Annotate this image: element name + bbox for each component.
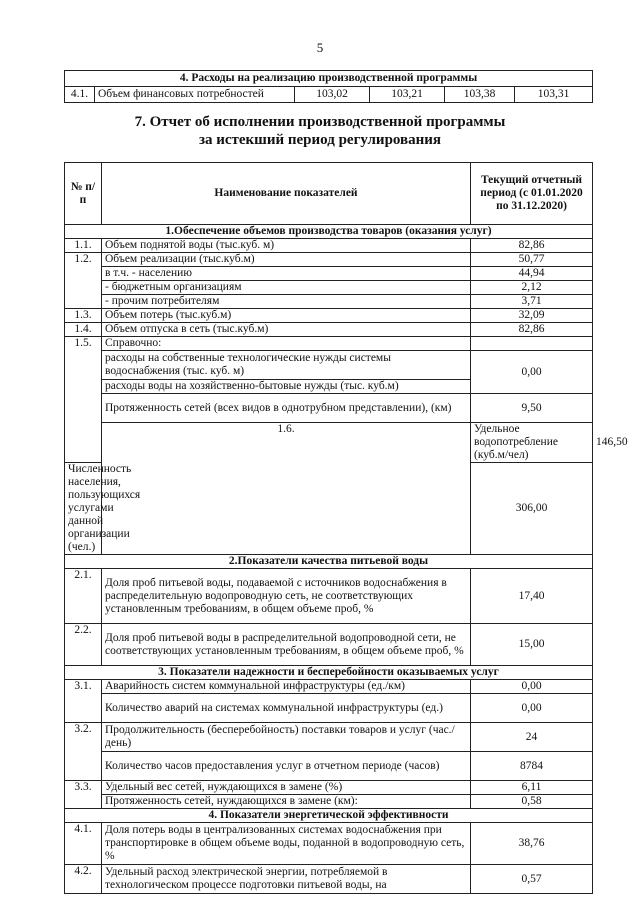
value-cell: 103,38 — [445, 87, 515, 103]
section-row: 3. Показатели надежности и бесперебойности оказываемых услуг — [65, 666, 593, 680]
row-value: 0,58 — [471, 795, 593, 809]
row-index: 4.2. — [65, 865, 102, 894]
row-index: 4.1. — [65, 87, 95, 103]
row-value: 17,40 — [471, 569, 593, 624]
row-value: 82,86 — [471, 239, 593, 253]
row-name: Объем потерь (тыс.куб.м) — [102, 309, 471, 323]
row-value: 3,71 — [471, 295, 593, 309]
value-cell: 103,31 — [515, 87, 593, 103]
row-name: Удельное водопотребление (куб.м/чел) — [471, 423, 593, 463]
row-index: 2.2. — [65, 624, 102, 666]
row-name: Количество аварий на системах коммунальной инфраструктуры (ед.) — [102, 694, 471, 723]
row-name: Протяженность сетей, нуждающихся в замене (км): — [102, 795, 471, 809]
row-name: Удельный вес сетей, нуждающихся в замене (%) — [102, 781, 471, 795]
value-cell: 103,21 — [370, 87, 445, 103]
report-table: № п/п Наименование показателей Текущий отчетный период (с 01.01.2020 по 31.12.2020) 1.Обеспечение объемов производства товаров (оказания услуг) 1.1. Объем поднятой воды (тыс.куб. м) 82,86 1.2. Объем реализации (тыс.куб.м) 50,77 в т.ч. - населению 44,94 - бюджетным организациям 2,12 - прочим потребителям 3,71 1.3. Объем потерь (тыс.куб.м) 32,09 1.4. Объем отпуска в сеть (тыс.куб.м) 82,86 1.5. Справочно: расходы на собственные технологические нужды системы водоснабжения (тыс. куб. м) 0,00 расходы воды на хозяйственно-бытовые нужды (тыс. куб.м) Протяженность сетей (всех видов в однотрубном представлении), (км) 9,50 1.6. Удельное водопотребление (куб.м/чел) 146,50 Численность населения, пользующихся услугами данной организации (чел.) 306,00 2.Показатели качества питьевой воды 2.1. Доля проб питьевой воды, подаваемой с источников водоснабжения в распределительную водопроводную сеть, не соответствующих установленным требованиям, в общем объеме проб, % 17,40 2.2. Доля проб питьевой воды в распределительной водопроводной сети, не соответствующих установленным требованиям, в общем объеме проб, % 15,00 3. Показатели надежности и бесперебойности оказываемых услуг 3.1. Аварийность систем коммунальной инфраструктуры (ед./км) 0,00 Количество аварий на системах коммунальной инфраструктуры (ед.) 0,00 3.2. Продолжительность (бесперебойность) поставки товаров и услуг (час./день) 24 Количество часов предоставления услуг в отчетном периоде (часов) 8784 3.3. Удельный вес сетей, нуждающихся в замене (%) 6,11 Протяженность сетей, нуждающихся в замене (км): 0,58 4. Показатели энергетической эффективности 4.1. Доля потерь воды в централизованных системах водоснабжения при транспортировке в общем объеме воды, поданной в водопроводную сеть, % 38,76 4.2. Удельный расход электрической энергии, потребляемой в технологическом процессе подготовки питьевой воды, на 0,57 — [64, 162, 593, 894]
row-name: Объем поднятой воды (тыс.куб. м) — [102, 239, 471, 253]
row-name: в т.ч. - населению — [102, 267, 471, 281]
row-index: 3.2. — [65, 723, 102, 781]
row-name: расходы на собственные технологические нужды системы водоснабжения (тыс. куб. м) — [102, 351, 471, 380]
header-number: № п/п — [65, 163, 102, 225]
section-row: 2.Показатели качества питьевой воды — [65, 555, 593, 569]
row-value: 32,09 — [471, 309, 593, 323]
section-title-line: за истекший период регулирования — [198, 132, 442, 148]
row-name: Аварийность систем коммунальной инфраструктуры (ед./км) — [102, 680, 471, 694]
row-index: 1.4. — [65, 323, 102, 337]
row-index: 3.3. — [65, 781, 102, 809]
section-title — [0, 113, 640, 149]
row-value: 50,77 — [471, 253, 593, 267]
row-name: Объем отпуска в сеть (тыс.куб.м) — [102, 323, 471, 337]
row-value: 82,86 — [471, 323, 593, 337]
row-index: 3.1. — [65, 680, 102, 723]
row-index: 4.1. — [65, 823, 102, 865]
row-value: 0,00 — [471, 694, 593, 723]
value-cell: 103,02 — [295, 87, 370, 103]
row-name: Доля потерь воды в централизованных системах водоснабжения при транспортировке в общем объеме воды, поданной в водопроводную сеть, % — [102, 823, 471, 865]
page-number: 5 — [316, 40, 324, 55]
row-value — [471, 337, 593, 351]
row-value: 9,50 — [471, 394, 593, 423]
header-period: Текущий отчетный период (с 01.01.2020 по 31.12.2020) — [471, 163, 593, 225]
row-name: Численность населения, пользующихся услугами данной организации (чел.) — [65, 463, 102, 555]
section-title-line: 7. Отчет об исполнении производственной программы — [134, 114, 506, 130]
row-name: Доля проб питьевой воды, подаваемой с источников водоснабжения в распределительную водопроводную сеть, не соответствующих установленным требованиям, в общем объеме проб, % — [102, 569, 471, 624]
row-value: 44,94 — [471, 267, 593, 281]
row-value: 38,76 — [471, 823, 593, 865]
row-index: 1.2. — [65, 253, 102, 309]
row-value: 6,11 — [471, 781, 593, 795]
header-name: Наименование показателей — [102, 163, 471, 225]
row-value: 0,00 — [471, 351, 593, 394]
row-name: Объем реализации (тыс.куб.м) — [102, 253, 471, 267]
row-name: расходы воды на хозяйственно-бытовые нужды (тыс. куб.м) — [102, 380, 471, 394]
row-name: - прочим потребителям — [102, 295, 471, 309]
row-name: Объем финансовых потребностей — [95, 87, 295, 103]
row-name: Количество часов предоставления услуг в отчетном периоде (часов) — [102, 752, 471, 781]
row-index: 1.1. — [65, 239, 102, 253]
section-row: 4. Показатели энергетической эффективности — [65, 809, 593, 823]
row-index: 2.1. — [65, 569, 102, 624]
row-name: Справочно: — [102, 337, 471, 351]
row-value: 15,00 — [471, 624, 593, 666]
row-name: Продолжительность (бесперебойность) поставки товаров и услуг (час./день) — [102, 723, 471, 752]
section-row: 1.Обеспечение объемов производства товаров (оказания услуг) — [65, 225, 593, 239]
row-index: 1.5. — [65, 337, 102, 463]
row-name: Удельный расход электрической энергии, потребляемой в технологическом процессе подготовки питьевой воды, на — [102, 865, 471, 894]
row-index: 1.3. — [65, 309, 102, 323]
row-name: Доля проб питьевой воды в распределительной водопроводной сети, не соответствующих установленным требованиям, в общем объеме проб, % — [102, 624, 471, 666]
row-value: 0,57 — [471, 865, 593, 894]
row-value: 8784 — [471, 752, 593, 781]
section-header: 4. Расходы на реализацию производственной программы — [65, 71, 593, 87]
row-value: 0,00 — [471, 680, 593, 694]
row-name: Протяженность сетей (всех видов в однотрубном представлении), (км) — [102, 394, 471, 423]
row-value: 306,00 — [471, 463, 593, 555]
production-costs-table — [64, 70, 593, 103]
row-value: 24 — [471, 723, 593, 752]
row-name: - бюджетным организациям — [102, 281, 471, 295]
row-value: 2,12 — [471, 281, 593, 295]
row-index: 1.6. — [102, 423, 471, 555]
